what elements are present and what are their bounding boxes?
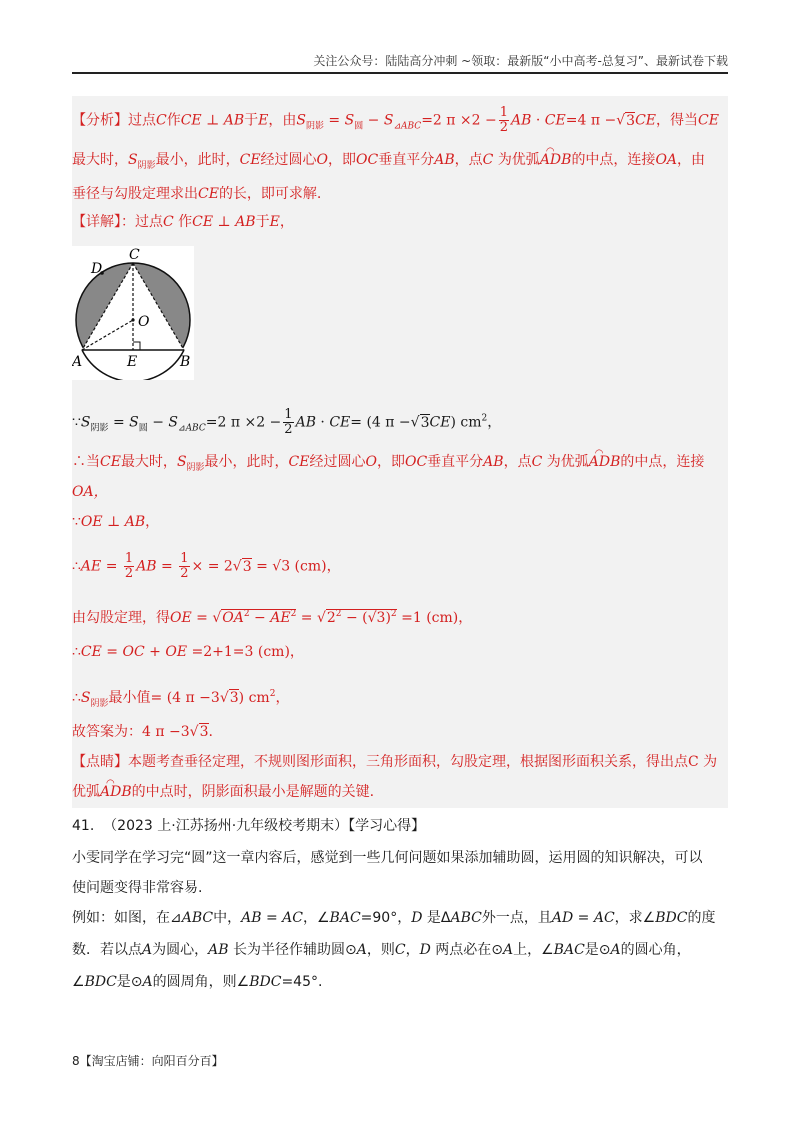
text: =1 (cm)， [401,610,473,626]
text: 两点必在⊙ [435,942,503,958]
text: ∴当 [72,454,100,470]
text: ，∠ [302,910,330,926]
text: 例如：如图，在⊿ [72,910,182,926]
step-5: 由勾股定理，得OE = $√OA^2 - AE^2 = √2^2 - (√3)^2 =1$ (cm)， [72,609,473,626]
text: 作 [166,112,181,129]
analysis-line-1: 【分析】过点C作CE ⊥ AB于E，由$S_{阴影} = S_圆 - S_{⊿ABC}=2$ π ×2 − $\frac{1}{2}$ AB · CE=4 π −√3CE，得当CE [72,105,719,135]
text: 故答案为：4 π −3 [72,724,190,740]
question-paragraph-4: 数．若以点A为圆心，AB 长为半径作辅助圆⊙A，则C，D 两点必在⊙A上，∠BAC是⊙A的圆心角， [72,942,691,958]
text: 最大时， [120,454,177,470]
text: 为圆心， [152,942,209,958]
step-1: $\because S_{阴影} = S_圆 - S_{⊿ABC}=2$ π ×2 − $\frac{1}{2}$ AB · CE= (4 π −√3CE) $cm^2$， [72,407,502,437]
text: 是⊙ [116,974,143,990]
text: 经过圆心 [309,454,366,470]
text: 为优弧 [546,454,589,470]
detail-tag: 【详解】 [72,214,121,230]
text: 最小，此时， [204,454,289,470]
circle-figure [72,246,194,380]
text: =4 π − [565,112,617,129]
analysis-line-2: 最大时，$S_{阴影}$最小，此时，CE经过圆心O，即OC垂直平分AB，点C 为优弧◠ ADB的中点，连接OA，由 [72,150,705,176]
text: =90°， [360,910,412,926]
step-6: ∴CE = OC + OE =2+1=3 (cm)， [72,644,304,660]
text: 的长，即可求解. [218,186,322,202]
text: 垂直平分 [378,152,435,168]
text: =45°. [281,974,323,990]
text: 优弧 [72,784,100,800]
question-source: （2023 上·江苏扬州·九年级校考期末）【学习心得】 [103,818,426,834]
question-paragraph-2: 使问题变得非常容易. [72,880,203,896]
text: 是Δ [426,910,451,926]
text: ∴ [72,644,81,660]
final-answer: 故答案为：4 π −3√3. [72,724,213,740]
text: 的度 [687,910,716,926]
text: = (4 π −3 [150,690,220,706]
text: ) cm [450,414,482,431]
question-paragraph-1: 小雯同学在学习完“圆”这一章内容后，感觉到一些几何问题如果添加辅助圆，运用圆的知识解决，可以 [72,850,703,866]
text: 为优弧 [497,152,540,168]
text: =2 π ×2 − [421,112,497,129]
text: ，由 [268,112,297,129]
text: 中， [213,910,242,926]
text: = √3 (cm)， [256,558,341,575]
step-3: ∵OE ⊥ AB， [72,514,160,530]
text: 的圆周角，则∠ [152,974,250,990]
text: 是⊙ [584,942,611,958]
text: 垂直平分 [427,454,484,470]
text: 最大时， [72,152,128,168]
step-2-oa: OA， [72,484,108,500]
text: ，则 [366,942,395,958]
text: =2+1=3 (cm)， [191,644,304,660]
text: 长为半径作辅助圆⊙ [232,942,357,958]
text: 于 [244,112,259,129]
circle-diagram [72,246,194,380]
text: ∵ [72,514,81,530]
text: ∴ [72,558,81,575]
text: 的中点，连接 [620,454,705,470]
text: 于 [255,214,270,230]
text: ∴ [72,690,81,706]
text: ，得当 [656,112,698,129]
label-d: D [91,261,103,277]
header-divider [72,72,728,74]
text: 本题考查垂径定理，不规则图形面积，三角形面积，勾股定理，根据图形面积关系，得出点C 为 [128,754,718,770]
analysis-line-3: 垂径与勾股定理求出CE的长，即可求解. [72,186,322,202]
detail-line: 【详解】：过点C 作CE ⊥ AB于E， [72,214,294,230]
label-b: B [180,354,191,370]
text: ：过点 [121,214,163,230]
text: ，求∠ [614,910,656,926]
text: =2 π ×2 − [205,414,282,431]
text: 作 [178,214,193,230]
label-o: O [138,314,150,330]
text: . [208,724,213,740]
question-41-title [72,816,425,836]
question-paragraph-5: ∠BDC是⊙A的圆周角，则∠BDC=45°. [72,974,323,990]
text: 垂径与勾股定理求出 [72,186,198,202]
question-number: 41. [72,818,95,834]
text: ，点 [454,152,483,168]
text: 过点 [128,112,156,129]
text: 的圆心角， [620,942,691,958]
text: 最小，此时， [155,152,240,168]
text: ) cm [238,690,270,706]
text: 经过圆心 [260,152,317,168]
point-o [131,318,134,321]
text: ，即 [376,454,405,470]
text: 外一点，且 [481,910,552,926]
text: 数．若以点 [72,942,142,958]
text: = (4 π − [350,414,411,431]
text: ，点 [503,454,532,470]
text: 的中点，连接 [571,152,656,168]
page-header: 关注公众号：陆陆高分冲刺 ~领取：最新版“小中高考-总复习”、最新试卷下载 [313,54,728,68]
step-4: ∴AE = $\frac{1}{2}$ AB = $\frac{1}{2}$ × = 2√3 = √3 (cm)， [72,551,341,581]
step-2: ∴当CE最大时，$S_{阴影}$最小，此时，CE经过圆心O，即OC垂直平分AB，点C 为优弧◠ ADB的中点，连接 [72,452,704,478]
label-e: E [127,354,138,370]
text: = 2 [207,558,233,575]
analysis-tag: 【分析】 [72,112,128,129]
text: ∵ [72,414,81,431]
text: ，由 [677,152,706,168]
comment-line-1 [72,752,717,772]
text: 的中点时，阴影面积最小是解题的关键. [131,784,375,800]
comment-line-2: 优弧◠ ADB的中点时，阴影面积最小是解题的关键. [72,782,374,802]
question-paragraph-3: 例如：如图，在⊿ABC中，AB = AC，∠BAC=90°，D 是ΔABC外一点，且AD = AC，求∠BDC的度 [72,910,716,926]
text: 最小值 [108,690,151,706]
page-footer: 8【淘宝店铺：向阳百分百】 [72,1054,224,1068]
comment-tag: 【点睛】 [72,754,128,770]
step-7: $\therefore S_{阴影}$最小值= (4 π −3√3) $cm^2$， [72,689,290,709]
text: 由勾股定理，得 [72,610,170,626]
text: 上，∠ [513,942,554,958]
label-a: A [72,354,83,370]
text: ，即 [328,152,357,168]
label-c: C [129,247,140,263]
text: ∠ [72,974,85,990]
